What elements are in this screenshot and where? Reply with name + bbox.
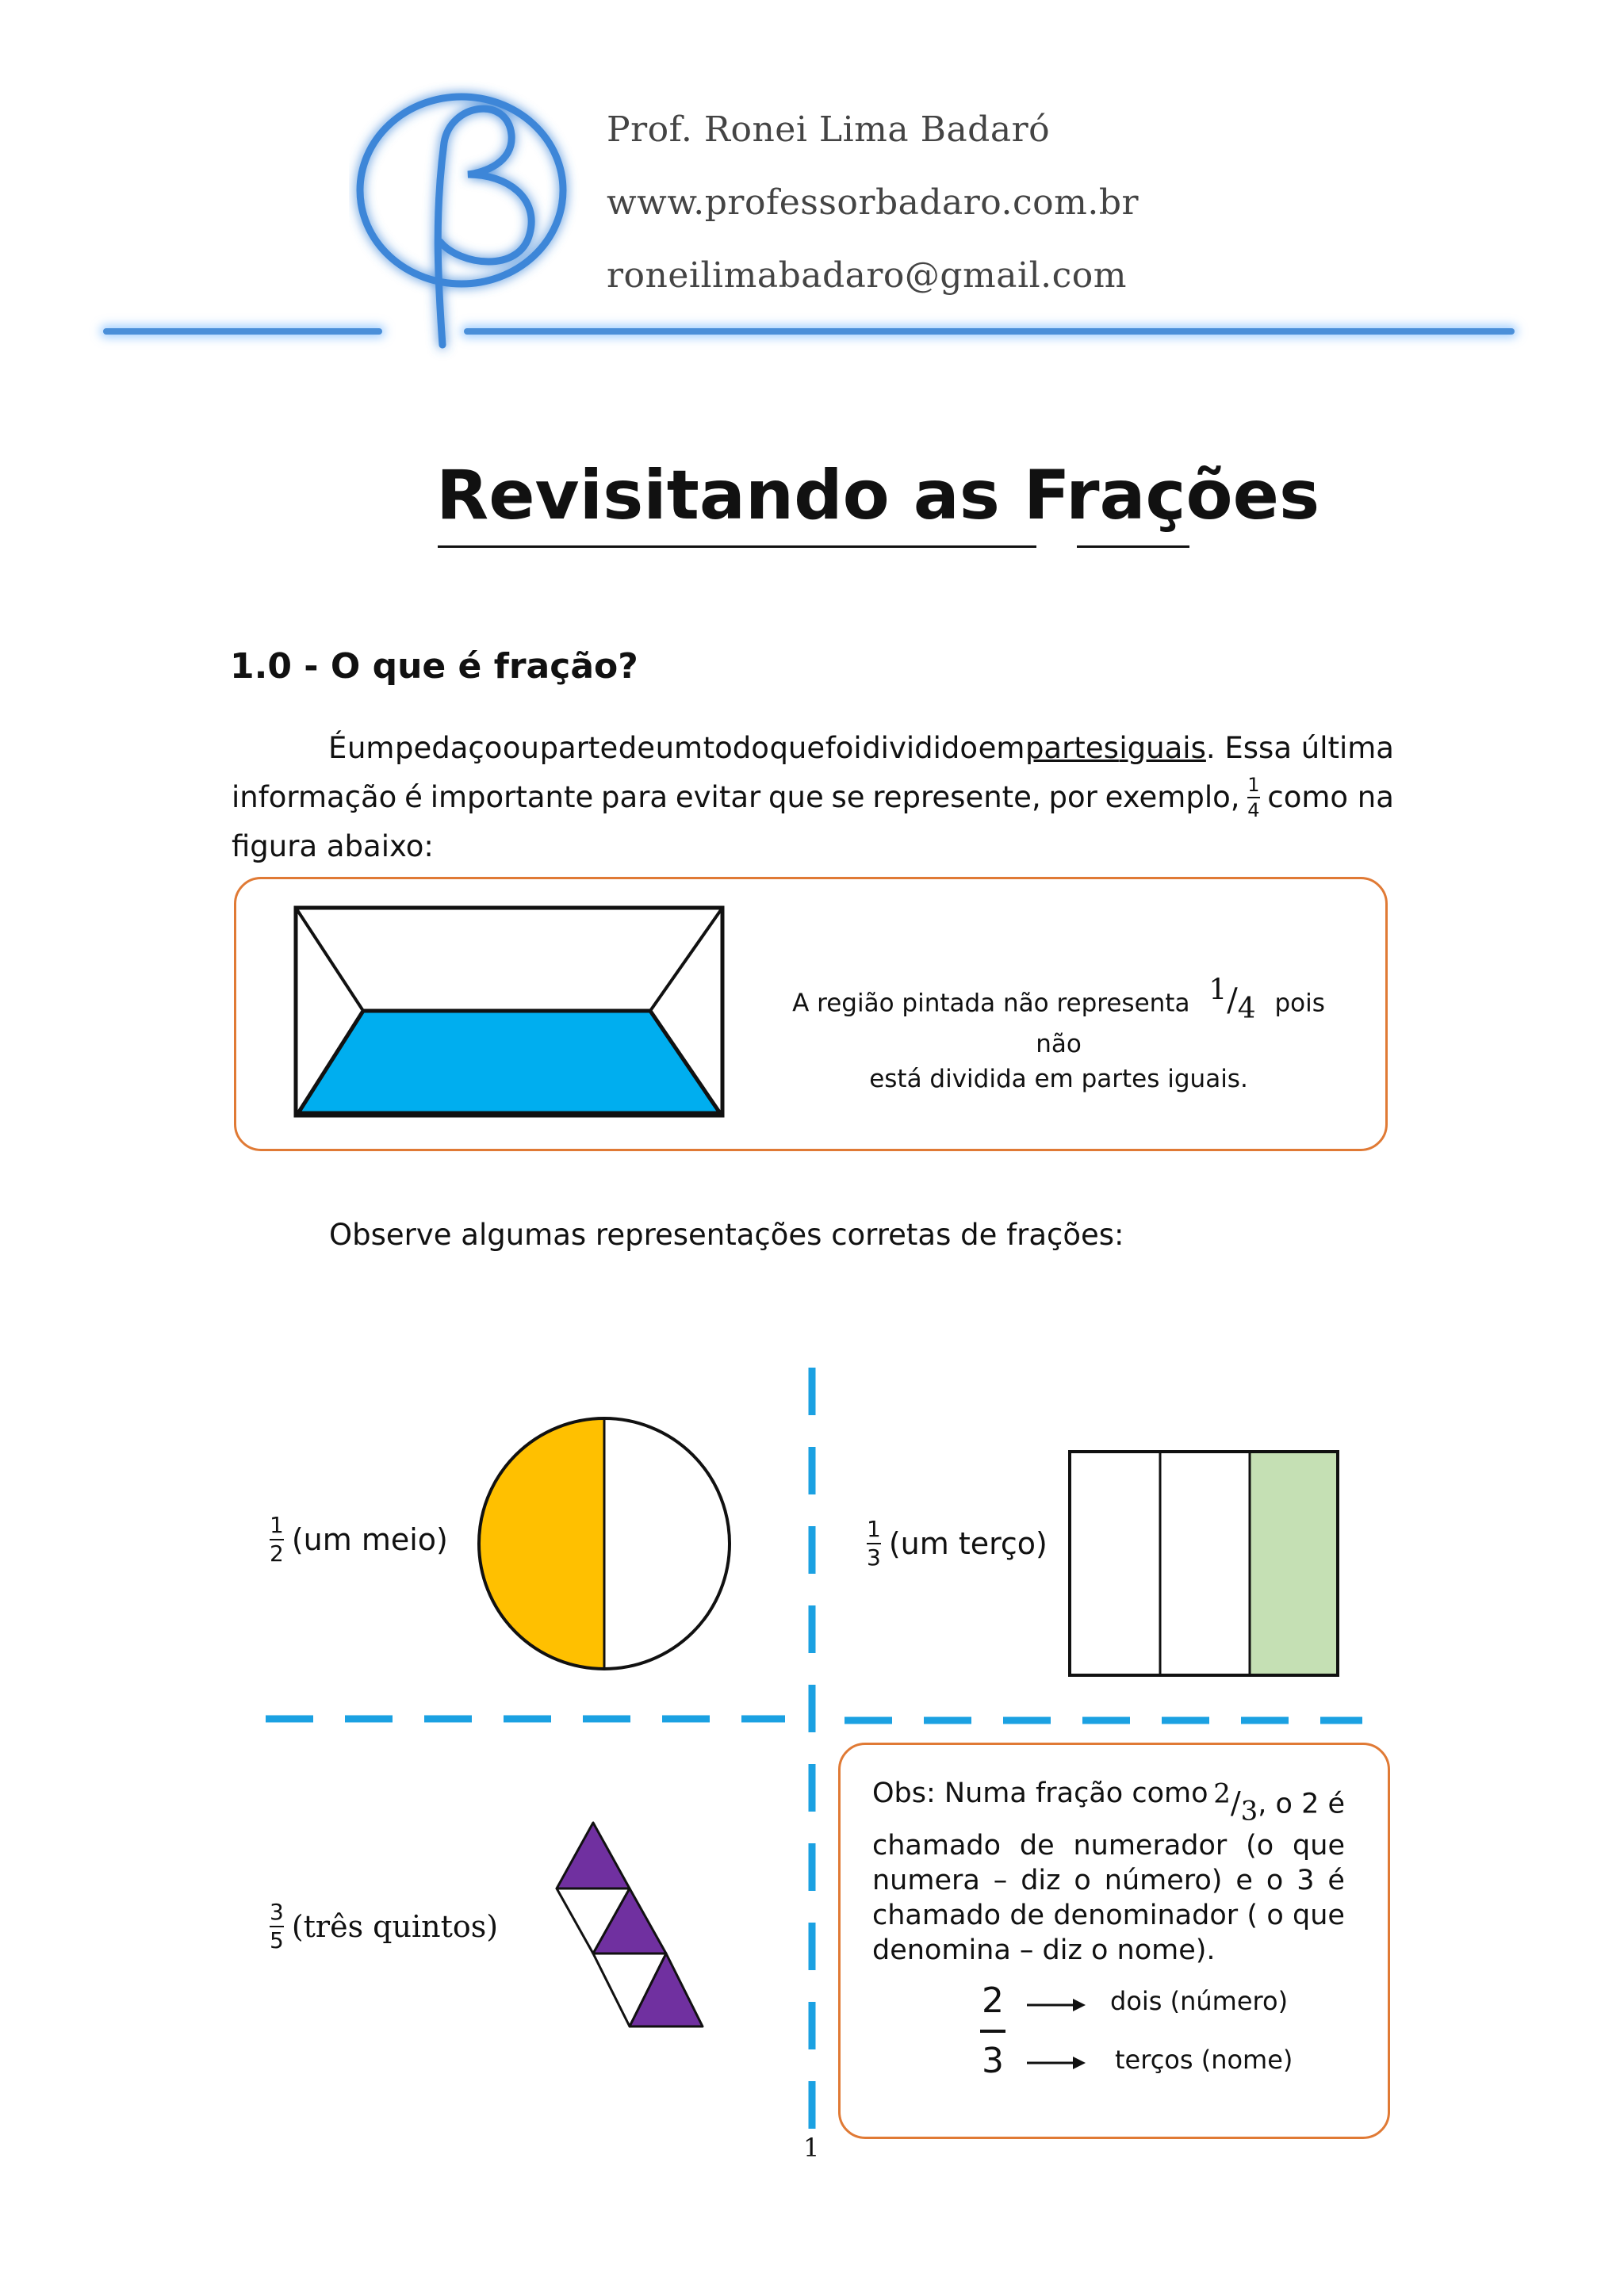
- big-denominator: 3: [982, 2041, 1004, 2081]
- word: em: [978, 731, 1025, 765]
- obs-line-3: numera – diz o número) e o 3 é: [872, 1865, 1345, 1897]
- caption-line-1: A região pintada não representa $^1/_4$ pois não: [792, 974, 1325, 1059]
- rectangle-thirds-diagram: [1067, 1449, 1340, 1678]
- fraction-three-fifths: $\frac{3}{5}$: [270, 1899, 284, 1954]
- label-one-half: $\frac{1}{2}$ (um meio): [270, 1512, 448, 1567]
- obs-line-4: chamado de denominador ( o que: [872, 1900, 1345, 1932]
- fraction-one-third: $\frac{1}{3}$: [867, 1516, 881, 1571]
- word: É: [328, 731, 347, 765]
- line2-tail: como na: [1267, 780, 1394, 814]
- page-number: 1: [803, 2133, 820, 2163]
- word: pedaço: [394, 731, 503, 765]
- word: todo: [703, 731, 769, 765]
- header-author-name: Prof. Ronei Lima Badaró: [607, 109, 1051, 150]
- word: ou: [502, 731, 540, 765]
- triangles-diagram: [555, 1819, 723, 2030]
- header-website-link[interactable]: www.professorbadaro.com.br: [607, 182, 1139, 223]
- word: evitar: [675, 780, 761, 814]
- arrow-right-icon: [1027, 2053, 1087, 2073]
- page-title: Revisitando as Frações: [436, 456, 1320, 535]
- word: se: [831, 780, 865, 814]
- word: represente,: [872, 780, 1041, 814]
- observe-text: Observe algumas representações corretas de frações:: [329, 1218, 1124, 1252]
- word: informação: [232, 780, 397, 814]
- obs-line-2: chamado de numerador (o que: [872, 1830, 1345, 1862]
- slash-fraction-two-thirds: $^2/_3$: [1213, 1777, 1258, 1827]
- underlined-word-iguais: iguais: [1119, 731, 1206, 765]
- word: importante: [430, 780, 594, 814]
- word: dividido: [862, 731, 979, 765]
- word: que: [769, 731, 825, 765]
- obs-line-5: denomina – diz o nome).: [872, 1934, 1216, 1967]
- intro-line-3: figura abaixo:: [232, 829, 434, 863]
- label-three-fifths: $\frac{3}{5}$ (três quintos): [270, 1899, 499, 1954]
- slash-fraction: $^1/_4$: [1208, 974, 1256, 1026]
- word: um: [347, 731, 395, 765]
- fraction-one-half: $\frac{1}{2}$: [270, 1512, 284, 1567]
- obs-line-1: Obs: Numa fração como $^2/_3$, o 2 é: [872, 1777, 1345, 1827]
- word: que: [768, 780, 824, 814]
- underlined-word-partes: partes: [1025, 731, 1119, 765]
- word: é: [404, 780, 423, 814]
- circle-half-diagram: [476, 1415, 733, 1672]
- header-email-link[interactable]: roneilimabadaro@gmail.com: [607, 255, 1127, 296]
- caption-line-2: está dividida em partes iguais.: [869, 1065, 1248, 1094]
- arrow-right-icon: [1027, 1995, 1087, 2015]
- line1-tail: . Essa última: [1205, 731, 1394, 765]
- section-heading: 1.0 - O que é fração?: [230, 646, 638, 687]
- word: por: [1048, 780, 1097, 814]
- denominator-description: terços (nome): [1115, 2045, 1293, 2075]
- numerator-description: dois (número): [1110, 1986, 1289, 2016]
- word: exemplo,: [1105, 780, 1240, 814]
- inline-fraction-one-quarter: $\frac{1}{4}$: [1247, 774, 1260, 821]
- obs-text: [872, 1776, 1345, 1968]
- big-fraction-bar: [980, 2030, 1005, 2033]
- word: parte: [539, 731, 619, 765]
- label-one-third: $\frac{1}{3}$ (um terço): [867, 1516, 1048, 1571]
- word: de: [618, 731, 656, 765]
- word: um: [655, 731, 703, 765]
- word: para: [601, 780, 668, 814]
- word: foi: [825, 731, 862, 765]
- big-numerator: 2: [982, 1980, 1004, 2021]
